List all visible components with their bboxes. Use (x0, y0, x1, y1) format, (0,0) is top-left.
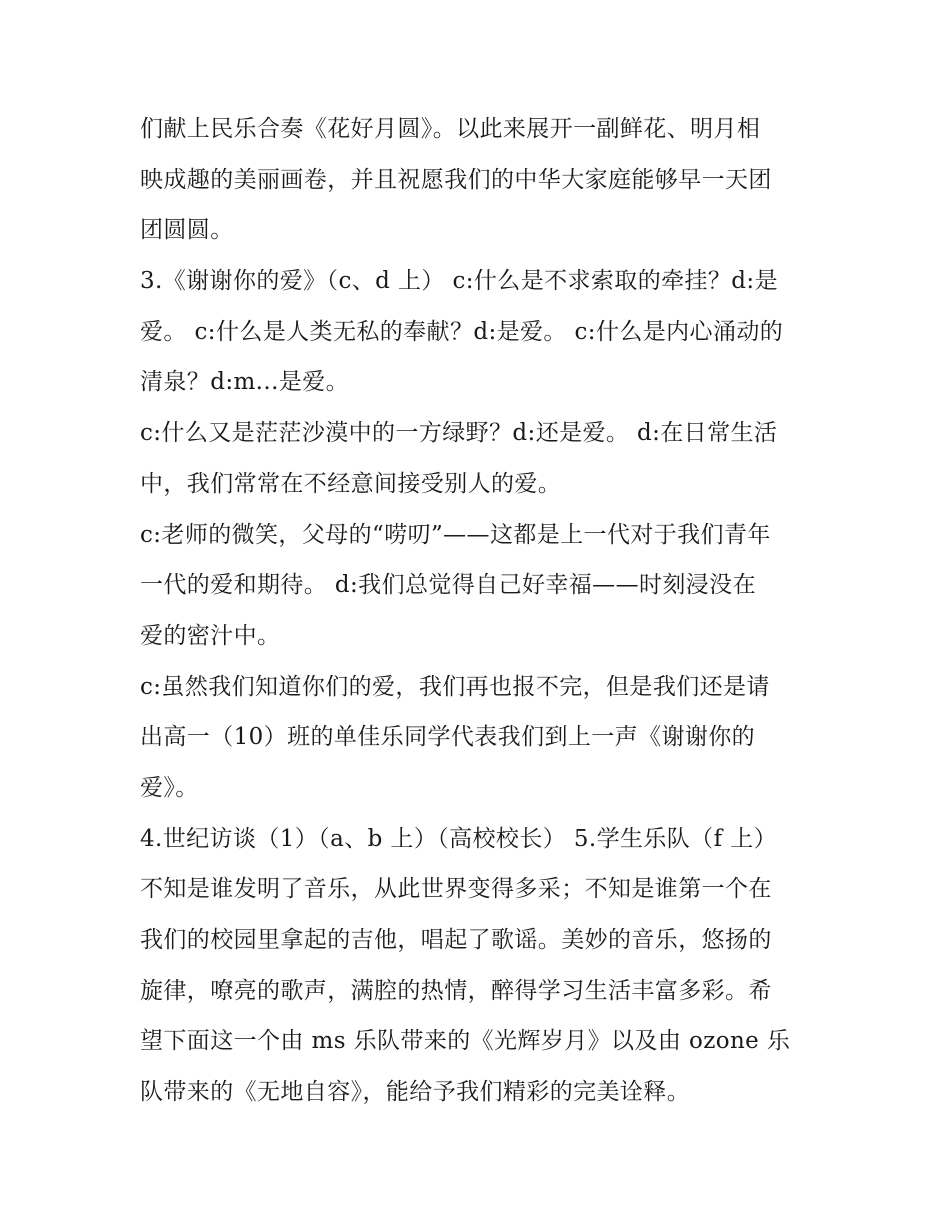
text-line: 们献上民乐合奏《花好月圆》。以此来展开一副鲜花、明月相 (140, 116, 761, 142)
text-line: 旋律，嘹亮的歌声，满腔的热情，醉得学习生活丰富多彩。希 (140, 977, 772, 1004)
text-line: 出高一（10）班的单佳乐同学代表我们到上一声《谢谢你的 (140, 724, 756, 751)
text-line: 映成趣的美丽画卷，并且祝愿我们的中华大家庭能够早一天团 (140, 166, 772, 193)
text-line: c:虽然我们知道你们的爱，我们再也报不完，但是我们还是请 (140, 673, 770, 700)
text-line: 中，我们常常在不经意间接受别人的爱。 (140, 470, 562, 497)
text-line: 望下面这一个由 ms 乐队带来的《光辉岁月》以及由 ozone 乐 (140, 1028, 791, 1055)
text-line: 清泉？d:m...是爱。 (140, 369, 350, 396)
text-line: 不知是谁发明了音乐，从此世界变得多采；不知是谁第一个在 (140, 876, 772, 903)
text-line: 3.《谢谢你的爱》（c、d 上） c:什么是不求索取的牵挂？d:是 (140, 268, 778, 295)
text-line: 爱。 c:什么是人类无私的奉献？d:是爱。 c:什么是内心涌动的 (140, 318, 784, 345)
text-line: c:什么又是茫茫沙漠中的一方绿野？d:还是爱。 d:在日常生活 (140, 420, 778, 447)
text-line: 一代的爱和期待。 d:我们总觉得自己好幸福——时刻浸没在 (140, 572, 756, 599)
text-line: 爱的密汁中。 (140, 622, 281, 649)
text-line: 我们的校园里拿起的吉他，唱起了歌谣。美妙的音乐，悠扬的 (140, 927, 772, 953)
text-line: c:老师的微笑，父母的“唠叨”——这都是上一代对于我们青年 (140, 521, 771, 548)
text-line: 4.世纪访谈（1）（a、b 上）（高校校长） 5.学生乐队（f 上） (140, 825, 778, 852)
document-body (140, 104, 820, 1118)
text-line: 队带来的《无地自容》，能给予我们精彩的完美诠释。 (140, 1079, 691, 1106)
text-line: 团圆圆。 (140, 217, 234, 244)
text-line: 爱》。 (140, 774, 199, 801)
